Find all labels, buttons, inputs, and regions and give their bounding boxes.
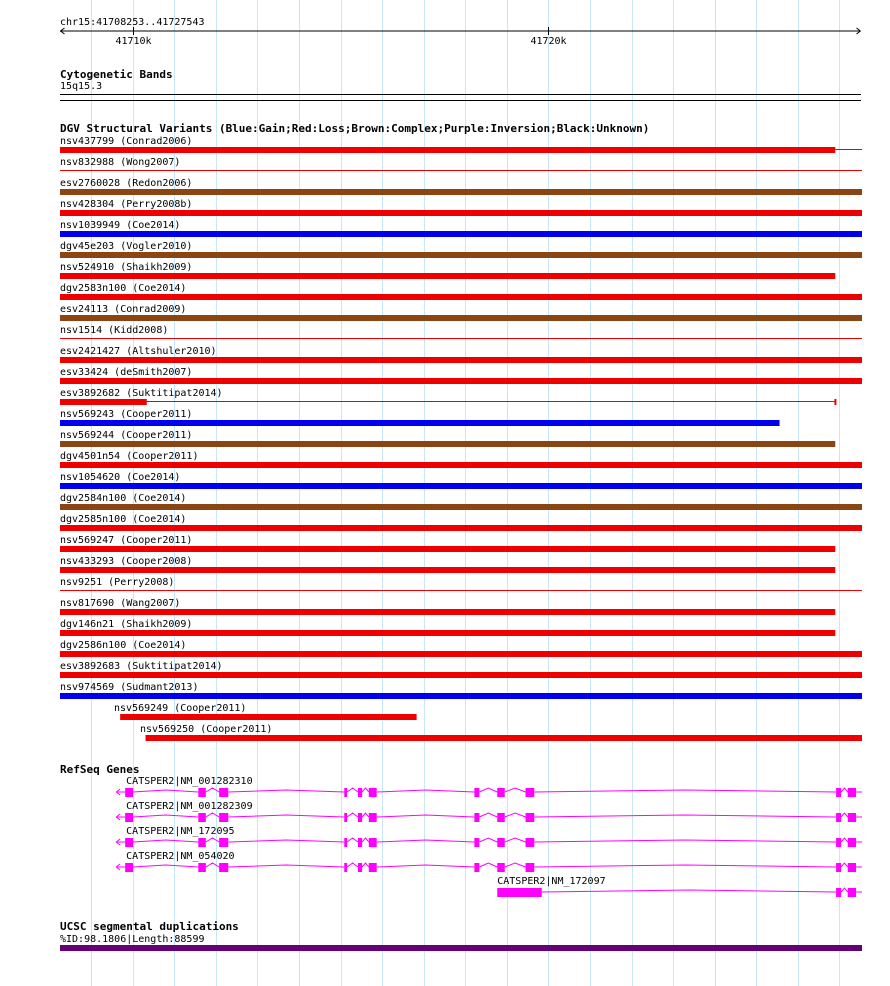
dgv-feature-label: nsv569247 (Cooper2011) [60, 535, 193, 546]
exon[interactable] [344, 788, 347, 797]
dgv-feature-bar[interactable] [60, 630, 835, 636]
dgv-feature-label: esv3892682 (Suktitipat2014) [60, 388, 223, 399]
exon[interactable] [474, 838, 479, 847]
dgv-feature-label: esv33424 (deSmith2007) [60, 367, 193, 378]
dgv-feature-bar[interactable] [60, 315, 862, 321]
ruler-position-label: chr15:41708253..41727543 [60, 17, 205, 28]
exon[interactable] [358, 838, 362, 847]
dgv-feature-label: dgv2583n100 (Coe2014) [60, 283, 187, 294]
exon[interactable] [497, 813, 504, 822]
exon[interactable] [497, 888, 541, 897]
exon[interactable] [836, 888, 841, 897]
exon[interactable] [358, 788, 362, 797]
exon[interactable] [344, 813, 347, 822]
dgv-feature-label: nsv437799 (Conrad2006) [60, 136, 193, 147]
dgv-feature-bar[interactable] [60, 504, 862, 510]
dgv-feature-label: nsv1039949 (Coe2014) [60, 220, 181, 231]
exon[interactable] [474, 813, 479, 822]
ruler-tick-label: 41720k [530, 36, 567, 47]
exon[interactable] [836, 813, 841, 822]
dgv-feature[interactable] [60, 346, 862, 363]
dgv-feature-label: nsv9251 (Perry2008) [60, 577, 175, 588]
exon[interactable] [497, 838, 504, 847]
intron-line [117, 813, 862, 817]
dgv-feature[interactable] [60, 304, 862, 321]
dgv-feature-bar[interactable] [60, 189, 862, 195]
dgv-feature[interactable] [60, 535, 835, 552]
transcript-label: CATSPER2|NM_172095 [126, 826, 235, 837]
ruler-tick-label: 41710k [115, 36, 152, 47]
dgv-feature[interactable] [60, 577, 862, 591]
dgv-feature-label: dgv146n21 (Shaikh2009) [60, 619, 193, 630]
dgv-feature-label: esv2421427 (Altshuler2010) [60, 346, 217, 357]
intron-line [117, 838, 862, 842]
exon[interactable] [836, 838, 841, 847]
dgv-feature-bar[interactable] [60, 462, 862, 468]
dgv-feature-bar[interactable] [60, 357, 862, 363]
dgv-structural-variants-track [60, 136, 862, 741]
exon[interactable] [198, 863, 205, 872]
transcript-label: CATSPER2|NM_001282310 [126, 776, 253, 787]
dgv-feature-bar[interactable] [60, 609, 835, 615]
dgv-feature[interactable] [60, 178, 862, 195]
dgv-feature[interactable] [60, 556, 835, 573]
dgv-feature-label: nsv1054620 (Coe2014) [60, 472, 181, 483]
dgv-feature-end-mark [834, 399, 836, 405]
exon[interactable] [358, 813, 362, 822]
exon[interactable] [198, 813, 205, 822]
exon[interactable] [836, 788, 841, 797]
exon[interactable] [125, 788, 133, 797]
cytogenetic-bands-track[interactable] [60, 68, 861, 101]
refseq-track-title: RefSeq Genes [60, 763, 140, 776]
exon[interactable] [125, 813, 133, 822]
dgv-feature-label: nsv433293 (Cooper2008) [60, 556, 193, 567]
exon[interactable] [369, 863, 377, 872]
refseq-transcript[interactable] [116, 826, 862, 847]
dgv-feature-bar[interactable] [60, 252, 862, 258]
dgv-feature-bar[interactable] [60, 525, 862, 531]
dgv-feature[interactable] [60, 157, 862, 171]
exon[interactable] [125, 838, 133, 847]
exon[interactable] [848, 863, 856, 872]
dgv-feature-bar[interactable] [60, 273, 835, 279]
dgv-feature[interactable] [60, 367, 862, 384]
dgv-feature-label: nsv569244 (Cooper2011) [60, 430, 193, 441]
exon[interactable] [526, 788, 535, 797]
exon[interactable] [526, 838, 535, 847]
refseq-transcript[interactable] [497, 876, 862, 897]
dgv-feature-bar[interactable] [60, 693, 862, 699]
exon[interactable] [344, 863, 347, 872]
dgv-feature-label: esv3892683 (Suktitipat2014) [60, 661, 223, 672]
exon[interactable] [497, 788, 504, 797]
intron-line [542, 888, 862, 892]
exon[interactable] [219, 838, 228, 847]
exon[interactable] [526, 863, 535, 872]
dgv-feature-label: nsv569249 (Cooper2011) [114, 703, 247, 714]
transcript-label: CATSPER2|NM_001282309 [126, 801, 253, 812]
cytoband-label: 15q15.3 [60, 81, 103, 92]
exon[interactable] [219, 813, 228, 822]
dgv-feature-label: dgv45e203 (Vogler2010) [60, 241, 193, 252]
dgv-feature-bar[interactable] [60, 231, 862, 237]
dgv-feature[interactable] [140, 724, 862, 741]
dgv-feature-label: dgv2584n100 (Coe2014) [60, 493, 187, 504]
exon[interactable] [219, 788, 228, 797]
dgv-feature[interactable] [60, 241, 862, 258]
dgv-feature[interactable] [60, 493, 862, 510]
cytobands-track-title: Cytogenetic Bands [60, 68, 173, 81]
exon[interactable] [848, 813, 856, 822]
segdup-feature-label: %ID:98.1806|Length:88599 [60, 934, 205, 945]
dgv-feature-label: nsv569243 (Cooper2011) [60, 409, 193, 420]
dgv-feature-label: nsv1514 (Kidd2008) [60, 325, 169, 336]
segdup-feature-bar[interactable] [60, 945, 862, 951]
segmental-duplications-track[interactable] [60, 920, 862, 951]
dgv-feature[interactable] [60, 661, 862, 678]
dgv-track-title: DGV Structural Variants (Blue:Gain;Red:Loss;Brown:Complex;Purple:Inversion;Black:Unknown) [60, 122, 650, 135]
dgv-feature-label: dgv2585n100 (Coe2014) [60, 514, 187, 525]
exon[interactable] [358, 863, 362, 872]
dgv-feature-bar[interactable] [60, 672, 862, 678]
refseq-transcript[interactable] [116, 776, 862, 797]
dgv-feature-label: dgv4501n54 (Cooper2011) [60, 451, 199, 462]
dgv-feature[interactable] [60, 388, 836, 405]
exon[interactable] [369, 838, 377, 847]
intron-line [117, 788, 862, 792]
exon[interactable] [219, 863, 228, 872]
dgv-feature-bar[interactable] [60, 567, 835, 573]
exon[interactable] [526, 813, 535, 822]
dgv-feature[interactable] [60, 262, 835, 279]
dgv-feature[interactable] [60, 619, 835, 636]
segdups-track-title: UCSC segmental duplications [60, 920, 239, 933]
base-position-ruler [60, 17, 861, 47]
dgv-feature[interactable] [114, 703, 417, 720]
dgv-feature-label: esv2760028 (Redon2006) [60, 178, 193, 189]
exon[interactable] [474, 788, 479, 797]
exon[interactable] [198, 788, 205, 797]
dgv-feature-bar[interactable] [60, 651, 862, 657]
dgv-feature-bar[interactable] [146, 735, 862, 741]
transcript-label: CATSPER2|NM_172097 [497, 876, 606, 887]
dgv-feature-label: nsv974569 (Sudmant2013) [60, 682, 199, 693]
dgv-feature-bar[interactable] [60, 294, 862, 300]
dgv-feature-label: nsv817690 (Wang2007) [60, 598, 181, 609]
dgv-feature-label: nsv569250 (Cooper2011) [140, 724, 273, 735]
transcript-label: CATSPER2|NM_054020 [126, 851, 235, 862]
dgv-feature[interactable] [60, 640, 862, 657]
dgv-feature[interactable] [60, 598, 835, 615]
dgv-feature[interactable] [60, 472, 862, 489]
dgv-feature[interactable] [60, 451, 862, 468]
dgv-feature-bar[interactable] [60, 546, 835, 552]
dgv-feature[interactable] [60, 430, 835, 447]
dgv-feature-bar[interactable] [60, 210, 862, 216]
dgv-feature-label: nsv428304 (Perry2008b) [60, 199, 193, 210]
dgv-feature[interactable] [60, 136, 862, 153]
exon[interactable] [344, 838, 347, 847]
refseq-transcript[interactable] [116, 801, 862, 822]
intron-line [117, 863, 862, 867]
refseq-genes-track [116, 776, 862, 897]
exon[interactable] [497, 863, 504, 872]
exon[interactable] [474, 863, 479, 872]
dgv-feature-bar[interactable] [60, 147, 835, 153]
dgv-feature[interactable] [60, 682, 862, 699]
exon[interactable] [848, 788, 856, 797]
dgv-feature-label: nsv832988 (Wong2007) [60, 157, 181, 168]
dgv-feature[interactable] [60, 199, 862, 216]
exon[interactable] [369, 788, 377, 797]
dgv-feature-bar[interactable] [60, 378, 862, 384]
exon[interactable] [848, 838, 856, 847]
dgv-feature-label: esv24113 (Conrad2009) [60, 304, 187, 315]
dgv-feature-bar[interactable] [60, 441, 835, 447]
exon[interactable] [369, 813, 377, 822]
dgv-feature-bar[interactable] [60, 483, 862, 489]
dgv-feature-label: dgv2586n100 (Coe2014) [60, 640, 187, 651]
dgv-feature[interactable] [60, 409, 780, 426]
exon[interactable] [848, 888, 856, 897]
exon[interactable] [125, 863, 133, 872]
dgv-feature-label: nsv524910 (Shaikh2009) [60, 262, 193, 273]
dgv-feature[interactable] [60, 325, 862, 339]
refseq-transcript[interactable] [116, 851, 862, 872]
dgv-feature[interactable] [60, 514, 862, 531]
dgv-feature[interactable] [60, 283, 862, 300]
dgv-feature-bar[interactable] [60, 420, 780, 426]
dgv-feature-bar[interactable] [120, 714, 416, 720]
dgv-feature[interactable] [60, 220, 862, 237]
exon[interactable] [198, 838, 205, 847]
dgv-feature-bar[interactable] [60, 399, 147, 405]
exon[interactable] [836, 863, 841, 872]
